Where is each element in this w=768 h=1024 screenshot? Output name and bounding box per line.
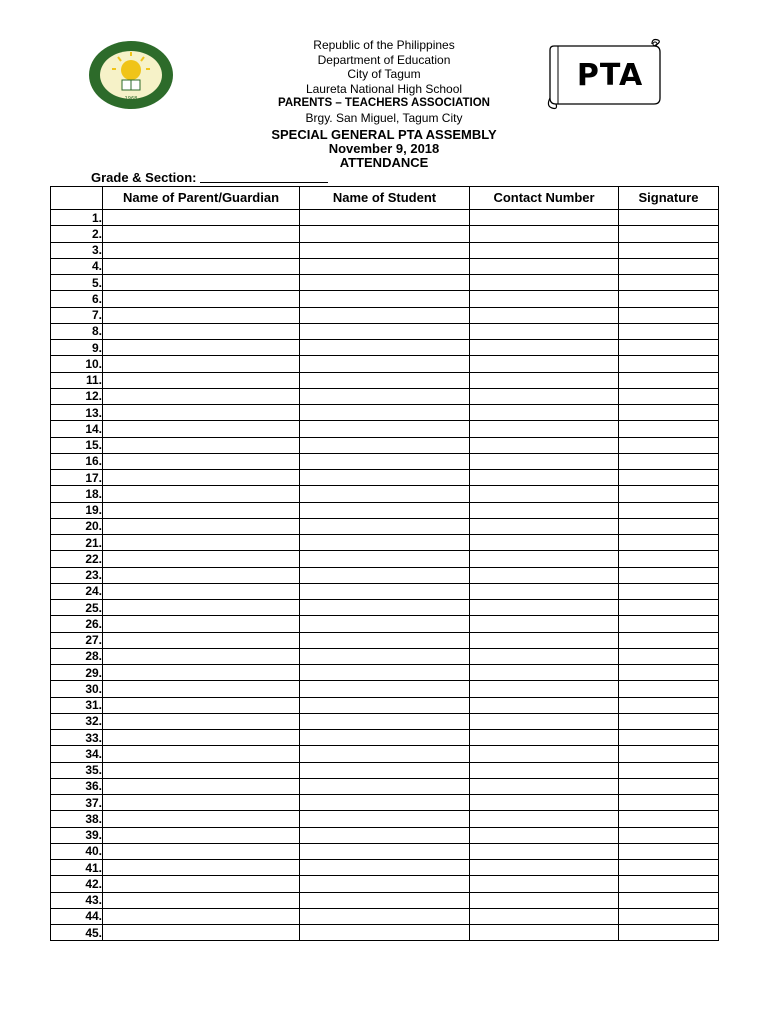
parent-name-cell[interactable] — [103, 908, 300, 924]
contact-number-cell[interactable] — [470, 746, 619, 762]
table-row — [51, 648, 719, 664]
contact-number-cell[interactable] — [470, 518, 619, 534]
signature-cell[interactable] — [619, 632, 719, 648]
row-number: 43. — [51, 892, 103, 908]
table-row — [51, 908, 719, 924]
contact-number-cell[interactable] — [470, 681, 619, 697]
row-number: 32. — [51, 713, 103, 729]
student-name-cell[interactable] — [300, 616, 470, 632]
signature-cell[interactable] — [619, 356, 719, 372]
letterhead — [200, 38, 568, 126]
signature-cell[interactable] — [619, 697, 719, 713]
parent-name-cell[interactable] — [103, 746, 300, 762]
student-name-cell[interactable] — [300, 356, 470, 372]
row-number: 11. — [51, 372, 103, 388]
student-name-cell[interactable] — [300, 291, 470, 307]
title-attendance: ATTENDANCE — [339, 155, 429, 170]
row-number: 28. — [51, 648, 103, 664]
signature-cell[interactable] — [619, 860, 719, 876]
parent-name-cell[interactable] — [103, 340, 300, 356]
parent-name-cell[interactable] — [103, 681, 300, 697]
header-line-school: Laureta National High School — [305, 81, 463, 96]
parent-name-cell[interactable] — [103, 388, 300, 404]
contact-number-cell[interactable] — [470, 713, 619, 729]
row-number: 22. — [51, 551, 103, 567]
grade-section-field — [91, 170, 328, 185]
contact-number-cell[interactable] — [470, 697, 619, 713]
row-number: 1. — [51, 210, 103, 226]
signature-cell[interactable] — [619, 323, 719, 339]
contact-number-cell[interactable] — [470, 892, 619, 908]
row-number: 26. — [51, 616, 103, 632]
table-row — [51, 486, 719, 502]
row-number: 3. — [51, 242, 103, 258]
parent-name-cell[interactable] — [103, 795, 300, 811]
parent-name-cell[interactable] — [103, 502, 300, 518]
header-line-city: City of Tagum — [347, 67, 421, 82]
contact-number-cell[interactable] — [470, 470, 619, 486]
parent-name-cell[interactable] — [103, 470, 300, 486]
parent-name-cell[interactable] — [103, 665, 300, 681]
title-assembly: SPECIAL GENERAL PTA ASSEMBLY — [271, 127, 497, 142]
signature-cell[interactable] — [619, 388, 719, 404]
contact-number-cell[interactable] — [470, 583, 619, 599]
row-number: 9. — [51, 340, 103, 356]
student-name-cell[interactable] — [300, 713, 470, 729]
table-row — [51, 502, 719, 518]
document-title — [200, 128, 568, 170]
table-row — [51, 583, 719, 599]
header-number — [51, 187, 103, 210]
table-row — [51, 405, 719, 421]
contact-number-cell[interactable] — [470, 730, 619, 746]
row-number: 27. — [51, 632, 103, 648]
table-row — [51, 340, 719, 356]
table-row — [51, 258, 719, 274]
student-name-cell[interactable] — [300, 307, 470, 323]
student-name-cell[interactable] — [300, 518, 470, 534]
signature-cell[interactable] — [619, 925, 719, 941]
header-line-association: PARENTS – TEACHERS ASSOCIATION — [278, 97, 490, 110]
row-number: 25. — [51, 600, 103, 616]
contact-number-cell[interactable] — [470, 908, 619, 924]
header-line-address: Brgy. San Miguel, Tagum City — [305, 110, 463, 125]
row-number: 40. — [51, 843, 103, 859]
parent-name-cell[interactable] — [103, 453, 300, 469]
header-line-republic: Republic of the Philippines — [313, 38, 455, 52]
signature-cell[interactable] — [619, 518, 719, 534]
table-row — [51, 827, 719, 843]
parent-name-cell[interactable] — [103, 437, 300, 453]
signature-cell[interactable] — [619, 502, 719, 518]
signature-cell[interactable] — [619, 746, 719, 762]
contact-number-cell[interactable] — [470, 372, 619, 388]
signature-cell[interactable] — [619, 908, 719, 924]
row-number: 42. — [51, 876, 103, 892]
student-name-cell[interactable] — [300, 762, 470, 778]
parent-name-cell[interactable] — [103, 405, 300, 421]
row-number: 23. — [51, 567, 103, 583]
student-name-cell[interactable] — [300, 697, 470, 713]
signature-cell[interactable] — [619, 665, 719, 681]
contact-number-cell[interactable] — [470, 388, 619, 404]
contact-number-cell[interactable] — [470, 437, 619, 453]
table-row — [51, 470, 719, 486]
contact-number-cell[interactable] — [470, 827, 619, 843]
parent-name-cell[interactable] — [103, 421, 300, 437]
parent-name-cell[interactable] — [103, 535, 300, 551]
row-number: 39. — [51, 827, 103, 843]
row-number: 17. — [51, 470, 103, 486]
table-row — [51, 291, 719, 307]
parent-name-cell[interactable] — [103, 648, 300, 664]
student-name-cell[interactable] — [300, 421, 470, 437]
student-name-cell[interactable] — [300, 892, 470, 908]
signature-cell[interactable] — [619, 762, 719, 778]
table-row — [51, 210, 719, 226]
parent-name-cell[interactable] — [103, 372, 300, 388]
signature-cell[interactable] — [619, 648, 719, 664]
table-row — [51, 356, 719, 372]
contact-number-cell[interactable] — [470, 600, 619, 616]
student-name-cell[interactable] — [300, 405, 470, 421]
parent-name-cell[interactable] — [103, 518, 300, 534]
school-logo — [88, 40, 174, 110]
contact-number-cell[interactable] — [470, 665, 619, 681]
parent-name-cell[interactable] — [103, 730, 300, 746]
signature-cell[interactable] — [619, 778, 719, 794]
row-number: 33. — [51, 730, 103, 746]
student-name-cell[interactable] — [300, 843, 470, 859]
row-number: 21. — [51, 535, 103, 551]
table-row — [51, 551, 719, 567]
table-row — [51, 518, 719, 534]
signature-cell[interactable] — [619, 437, 719, 453]
parent-name-cell[interactable] — [103, 811, 300, 827]
student-name-cell[interactable] — [300, 388, 470, 404]
parent-name-cell[interactable] — [103, 697, 300, 713]
student-name-cell[interactable] — [300, 665, 470, 681]
table-row — [51, 843, 719, 859]
row-number: 12. — [51, 388, 103, 404]
contact-number-cell[interactable] — [470, 778, 619, 794]
row-number: 4. — [51, 258, 103, 274]
table-row — [51, 242, 719, 258]
table-row — [51, 795, 719, 811]
parent-name-cell[interactable] — [103, 827, 300, 843]
signature-cell[interactable] — [619, 811, 719, 827]
parent-name-cell[interactable] — [103, 226, 300, 242]
contact-number-cell[interactable] — [470, 210, 619, 226]
student-name-cell[interactable] — [300, 551, 470, 567]
contact-number-cell[interactable] — [470, 535, 619, 551]
signature-cell[interactable] — [619, 616, 719, 632]
row-number: 31. — [51, 697, 103, 713]
student-name-cell[interactable] — [300, 860, 470, 876]
title-date: November 9, 2018 — [328, 141, 440, 156]
contact-number-cell[interactable] — [470, 616, 619, 632]
row-number: 10. — [51, 356, 103, 372]
table-row — [51, 323, 719, 339]
student-name-cell[interactable] — [300, 323, 470, 339]
signature-cell[interactable] — [619, 795, 719, 811]
row-number: 5. — [51, 275, 103, 291]
table-row — [51, 697, 719, 713]
student-name-cell[interactable] — [300, 210, 470, 226]
table-row — [51, 632, 719, 648]
parent-name-cell[interactable] — [103, 356, 300, 372]
parent-name-cell[interactable] — [103, 892, 300, 908]
student-name-cell[interactable] — [300, 567, 470, 583]
signature-cell[interactable] — [619, 226, 719, 242]
student-name-cell[interactable] — [300, 502, 470, 518]
student-name-cell[interactable] — [300, 876, 470, 892]
parent-name-cell[interactable] — [103, 583, 300, 599]
row-number: 38. — [51, 811, 103, 827]
parent-name-cell[interactable] — [103, 762, 300, 778]
parent-name-cell[interactable] — [103, 551, 300, 567]
signature-cell[interactable] — [619, 405, 719, 421]
row-number: 20. — [51, 518, 103, 534]
header-student-name: Name of Student — [300, 187, 470, 210]
table-row — [51, 616, 719, 632]
signature-cell[interactable] — [619, 567, 719, 583]
row-number: 15. — [51, 437, 103, 453]
signature-cell[interactable] — [619, 486, 719, 502]
contact-number-cell[interactable] — [470, 795, 619, 811]
table-row — [51, 778, 719, 794]
row-number: 14. — [51, 421, 103, 437]
attendance-table — [50, 186, 719, 941]
contact-number-cell[interactable] — [470, 307, 619, 323]
parent-name-cell[interactable] — [103, 632, 300, 648]
row-number: 37. — [51, 795, 103, 811]
table-row — [51, 275, 719, 291]
row-number: 36. — [51, 778, 103, 794]
student-name-cell[interactable] — [300, 340, 470, 356]
row-number: 7. — [51, 307, 103, 323]
contact-number-cell[interactable] — [470, 811, 619, 827]
student-name-cell[interactable] — [300, 632, 470, 648]
student-name-cell[interactable] — [300, 226, 470, 242]
table-row — [51, 421, 719, 437]
parent-name-cell[interactable] — [103, 616, 300, 632]
signature-cell[interactable] — [619, 372, 719, 388]
row-number: 2. — [51, 226, 103, 242]
student-name-cell[interactable] — [300, 486, 470, 502]
row-number: 29. — [51, 665, 103, 681]
signature-cell[interactable] — [619, 291, 719, 307]
row-number: 30. — [51, 681, 103, 697]
student-name-cell[interactable] — [300, 258, 470, 274]
contact-number-cell[interactable] — [470, 632, 619, 648]
signature-cell[interactable] — [619, 421, 719, 437]
row-number: 24. — [51, 583, 103, 599]
student-name-cell[interactable] — [300, 600, 470, 616]
table-row — [51, 746, 719, 762]
contact-number-cell[interactable] — [470, 502, 619, 518]
student-name-cell[interactable] — [300, 583, 470, 599]
parent-name-cell[interactable] — [103, 242, 300, 258]
table-row — [51, 925, 719, 941]
table-row — [51, 453, 719, 469]
table-row — [51, 535, 719, 551]
parent-name-cell[interactable] — [103, 307, 300, 323]
pta-badge-text: PTA — [576, 58, 644, 93]
student-name-cell[interactable] — [300, 778, 470, 794]
signature-cell[interactable] — [619, 258, 719, 274]
grade-section-label: Grade & Section: — [91, 170, 197, 185]
table-row — [51, 811, 719, 827]
row-number: 35. — [51, 762, 103, 778]
row-number: 6. — [51, 291, 103, 307]
signature-cell[interactable] — [619, 681, 719, 697]
student-name-cell[interactable] — [300, 925, 470, 941]
signature-cell[interactable] — [619, 843, 719, 859]
parent-name-cell[interactable] — [103, 323, 300, 339]
header-parent-name: Name of Parent/Guardian — [103, 187, 300, 210]
student-name-cell[interactable] — [300, 242, 470, 258]
student-name-cell[interactable] — [300, 730, 470, 746]
parent-name-cell[interactable] — [103, 600, 300, 616]
signature-cell[interactable] — [619, 827, 719, 843]
signature-cell[interactable] — [619, 892, 719, 908]
table-row — [51, 226, 719, 242]
student-name-cell[interactable] — [300, 746, 470, 762]
row-number: 45. — [51, 925, 103, 941]
signature-cell[interactable] — [619, 453, 719, 469]
contact-number-cell[interactable] — [470, 226, 619, 242]
contact-number-cell[interactable] — [470, 860, 619, 876]
table-row — [51, 665, 719, 681]
contact-number-cell[interactable] — [470, 486, 619, 502]
student-name-cell[interactable] — [300, 648, 470, 664]
contact-number-cell[interactable] — [470, 567, 619, 583]
table-row — [51, 860, 719, 876]
table-row — [51, 892, 719, 908]
signature-cell[interactable] — [619, 470, 719, 486]
parent-name-cell[interactable] — [103, 275, 300, 291]
student-name-cell[interactable] — [300, 681, 470, 697]
student-name-cell[interactable] — [300, 453, 470, 469]
row-number: 8. — [51, 323, 103, 339]
signature-cell[interactable] — [619, 275, 719, 291]
table-row — [51, 876, 719, 892]
contact-number-cell[interactable] — [470, 843, 619, 859]
signature-cell[interactable] — [619, 210, 719, 226]
signature-cell[interactable] — [619, 340, 719, 356]
table-row — [51, 713, 719, 729]
contact-number-cell[interactable] — [470, 648, 619, 664]
contact-number-cell[interactable] — [470, 291, 619, 307]
table-row — [51, 730, 719, 746]
signature-cell[interactable] — [619, 600, 719, 616]
contact-number-cell[interactable] — [470, 551, 619, 567]
signature-cell[interactable] — [619, 551, 719, 567]
header-line-deped: Department of Education — [317, 52, 451, 67]
table-row — [51, 681, 719, 697]
signature-cell[interactable] — [619, 730, 719, 746]
contact-number-cell[interactable] — [470, 762, 619, 778]
row-number: 34. — [51, 746, 103, 762]
student-name-cell[interactable] — [300, 470, 470, 486]
parent-name-cell[interactable] — [103, 778, 300, 794]
row-number: 16. — [51, 453, 103, 469]
header-signature: Signature — [619, 187, 719, 210]
logo-year: 1968 — [124, 96, 138, 102]
grade-section-blank[interactable] — [200, 170, 328, 183]
parent-name-cell[interactable] — [103, 876, 300, 892]
signature-cell[interactable] — [619, 307, 719, 323]
contact-number-cell[interactable] — [470, 323, 619, 339]
parent-name-cell[interactable] — [103, 486, 300, 502]
contact-number-cell[interactable] — [470, 258, 619, 274]
contact-number-cell[interactable] — [470, 405, 619, 421]
contact-number-cell[interactable] — [470, 242, 619, 258]
table-row — [51, 437, 719, 453]
student-name-cell[interactable] — [300, 535, 470, 551]
contact-number-cell[interactable] — [470, 876, 619, 892]
signature-cell[interactable] — [619, 535, 719, 551]
parent-name-cell[interactable] — [103, 291, 300, 307]
signature-cell[interactable] — [619, 583, 719, 599]
signature-cell[interactable] — [619, 242, 719, 258]
table-row — [51, 307, 719, 323]
row-number: 18. — [51, 486, 103, 502]
student-name-cell[interactable] — [300, 795, 470, 811]
header-contact-number: Contact Number — [470, 187, 619, 210]
contact-number-cell[interactable] — [470, 356, 619, 372]
contact-number-cell[interactable] — [470, 925, 619, 941]
table-row — [51, 567, 719, 583]
table-row — [51, 600, 719, 616]
row-number: 41. — [51, 860, 103, 876]
contact-number-cell[interactable] — [470, 275, 619, 291]
parent-name-cell[interactable] — [103, 843, 300, 859]
student-name-cell[interactable] — [300, 275, 470, 291]
student-name-cell[interactable] — [300, 908, 470, 924]
parent-name-cell[interactable] — [103, 210, 300, 226]
student-name-cell[interactable] — [300, 372, 470, 388]
parent-name-cell[interactable] — [103, 925, 300, 941]
student-name-cell[interactable] — [300, 811, 470, 827]
signature-cell[interactable] — [619, 876, 719, 892]
table-row — [51, 372, 719, 388]
parent-name-cell[interactable] — [103, 860, 300, 876]
row-number: 19. — [51, 502, 103, 518]
row-number: 44. — [51, 908, 103, 924]
student-name-cell[interactable] — [300, 827, 470, 843]
signature-cell[interactable] — [619, 713, 719, 729]
row-number: 13. — [51, 405, 103, 421]
contact-number-cell[interactable] — [470, 421, 619, 437]
table-row — [51, 388, 719, 404]
parent-name-cell[interactable] — [103, 258, 300, 274]
student-name-cell[interactable] — [300, 437, 470, 453]
parent-name-cell[interactable] — [103, 713, 300, 729]
contact-number-cell[interactable] — [470, 453, 619, 469]
table-row — [51, 762, 719, 778]
parent-name-cell[interactable] — [103, 567, 300, 583]
table-header-row — [51, 187, 719, 210]
contact-number-cell[interactable] — [470, 340, 619, 356]
